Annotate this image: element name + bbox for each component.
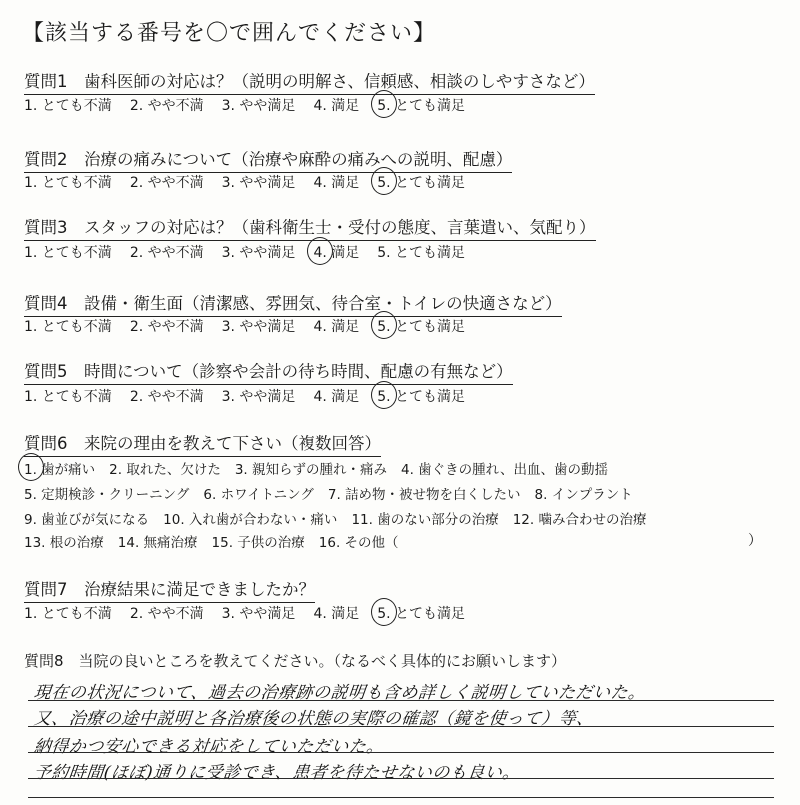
writing-line [28, 752, 774, 753]
q5-option-2[interactable]: 2. やや不満 [129, 389, 204, 405]
q1-option-5[interactable] [377, 95, 465, 115]
q4-option-5-label: 5. とても満足 [377, 319, 466, 335]
q6-option-7[interactable]: 7. 詰め物・被せ物を白くしたい [327, 487, 521, 503]
q7-option-2[interactable]: 2. やや不満 [129, 606, 204, 622]
q6-option-4[interactable]: 4. 歯ぐきの腫れ、出血、歯の動揺 [401, 462, 608, 478]
q6-row-4 [24, 531, 413, 551]
q3-option-5[interactable]: 5. とても満足 [377, 245, 466, 261]
q6-option-15[interactable]: 15. 子供の治療 [211, 535, 305, 551]
q1-option-5-label: 5. とても満足 [377, 98, 466, 114]
q6-option-8[interactable]: 8. インプラント [534, 487, 633, 503]
q6-option-11[interactable]: 11. 歯のない部分の治療 [351, 512, 499, 528]
q6-option-5[interactable]: 5. 定期検診・クリーニング [24, 487, 190, 503]
writing-line [28, 797, 774, 798]
question-5-title: 質問5 時間について（診察や会計の待ち時間、配慮の有無など） [24, 358, 513, 385]
writing-line [28, 700, 774, 701]
question-5-options [24, 386, 483, 406]
question-4-options [24, 316, 483, 336]
question-7-title: 質問7 治療結果に満足できましたか？ [24, 576, 315, 603]
question-8-title: 質問8 当院の良いところを教えてください。（なるべく具体的にお願いします） [24, 652, 567, 670]
q3-option-4-label: 4. 満足 [313, 245, 360, 261]
q4-option-3[interactable]: 3. やや満足 [221, 319, 296, 335]
form-heading: 【該当する番号を〇で囲んでください】 [22, 21, 437, 46]
q6-option-1[interactable] [24, 458, 95, 478]
q7-option-4[interactable]: 4. 満足 [313, 606, 360, 622]
q3-option-1[interactable]: 1. とても不満 [24, 245, 112, 261]
question-2-title: 質問2 治療の痛みについて（治療や麻酔の痛みへの説明、配慮） [24, 146, 512, 173]
q4-option-5[interactable] [377, 316, 465, 336]
q5-option-3[interactable]: 3. やや満足 [221, 389, 296, 405]
handwritten-answer-line-4: 予約時間(ほぼ)通りに受診でき、患者を待たせないのも良い。 [32, 763, 521, 783]
q3-option-4[interactable] [313, 242, 359, 262]
q3-option-2[interactable]: 2. やや不満 [129, 245, 204, 261]
q6-row-1 [24, 458, 622, 478]
question-3-title: 質問3 スタッフの対応は？（歯科衛生士・受付の態度、言葉遣い、気配り） [24, 214, 596, 241]
q5-option-1[interactable]: 1. とても不満 [24, 389, 112, 405]
q1-option-4[interactable]: 4. 満足 [313, 98, 360, 114]
handwritten-answer-line-3: 納得かつ安心できる対応をしていただいた。 [32, 737, 385, 757]
q2-option-5[interactable] [377, 172, 465, 192]
q5-option-4[interactable]: 4. 満足 [313, 389, 360, 405]
q6-option-9[interactable]: 9. 歯並びが気になる [24, 512, 150, 528]
q6-option-6[interactable]: 6. ホワイトニング [203, 487, 314, 503]
q6-option-14[interactable]: 14. 無痛治療 [117, 535, 198, 551]
q1-option-2[interactable]: 2. やや不満 [129, 98, 204, 114]
question-1-title: 質問1 歯科医師の対応は？（説明の明解さ、信頼感、相談のしやすさなど） [24, 68, 595, 95]
handwritten-answer-line-1: 現在の状況について、過去の治療跡の説明も含め詳しく説明していただいた。 [32, 683, 647, 703]
q7-option-5[interactable] [377, 603, 465, 623]
q4-option-1[interactable]: 1. とても不満 [24, 319, 112, 335]
question-2-options [24, 172, 483, 192]
q6-option-3[interactable]: 3. 親知らずの腫れ・痛み [234, 462, 388, 478]
q2-option-2[interactable]: 2. やや不満 [129, 175, 204, 191]
question-3-options [24, 242, 483, 262]
q4-option-2[interactable]: 2. やや不満 [129, 319, 204, 335]
q6-option-16[interactable]: 16. その他（ [318, 535, 399, 551]
q7-option-5-label: 5. とても満足 [377, 606, 466, 622]
q3-option-3[interactable]: 3. やや満足 [221, 245, 296, 261]
q1-option-1[interactable]: 1. とても不満 [24, 98, 112, 114]
q2-option-5-label: 5. とても満足 [377, 175, 466, 191]
other-paren-close: ） [748, 533, 762, 549]
q2-option-4[interactable]: 4. 満足 [313, 175, 360, 191]
handwritten-answer-line-2: 又、治療の途中説明と各治療後の状態の実際の確認（鏡を使って）等、 [32, 709, 595, 729]
q1-option-3[interactable]: 3. やや満足 [221, 98, 296, 114]
q6-option-10[interactable]: 10. 入れ歯が合わない・痛い [163, 512, 338, 528]
q6-option-12[interactable]: 12. 噛み合わせの治療 [512, 512, 647, 528]
q2-option-3[interactable]: 3. やや満足 [221, 175, 296, 191]
q6-option-2[interactable]: 2. 取れた、欠けた [109, 462, 221, 478]
question-6-title: 質問6 来院の理由を教えて下さい（複数回答） [24, 430, 381, 457]
writing-line [28, 726, 774, 727]
writing-line [28, 778, 774, 779]
q6-option-13[interactable]: 13. 根の治療 [24, 535, 104, 551]
q4-option-4[interactable]: 4. 満足 [313, 319, 360, 335]
q5-option-5-label: 5. とても満足 [377, 389, 466, 405]
question-7-options [24, 603, 483, 623]
q6-row-2 [24, 483, 647, 503]
question-1-options [24, 95, 483, 115]
q7-option-1[interactable]: 1. とても不満 [24, 606, 112, 622]
q6-option-1-label: 1. 歯が痛い [24, 462, 96, 478]
q7-option-3[interactable]: 3. やや満足 [221, 606, 296, 622]
q5-option-5[interactable] [377, 386, 465, 406]
q2-option-1[interactable]: 1. とても不満 [24, 175, 112, 191]
q6-row-3 [24, 508, 660, 528]
question-4-title: 質問4 設備・衛生面（清潔感、雰囲気、待合室・トイレの快適さなど） [24, 290, 562, 317]
